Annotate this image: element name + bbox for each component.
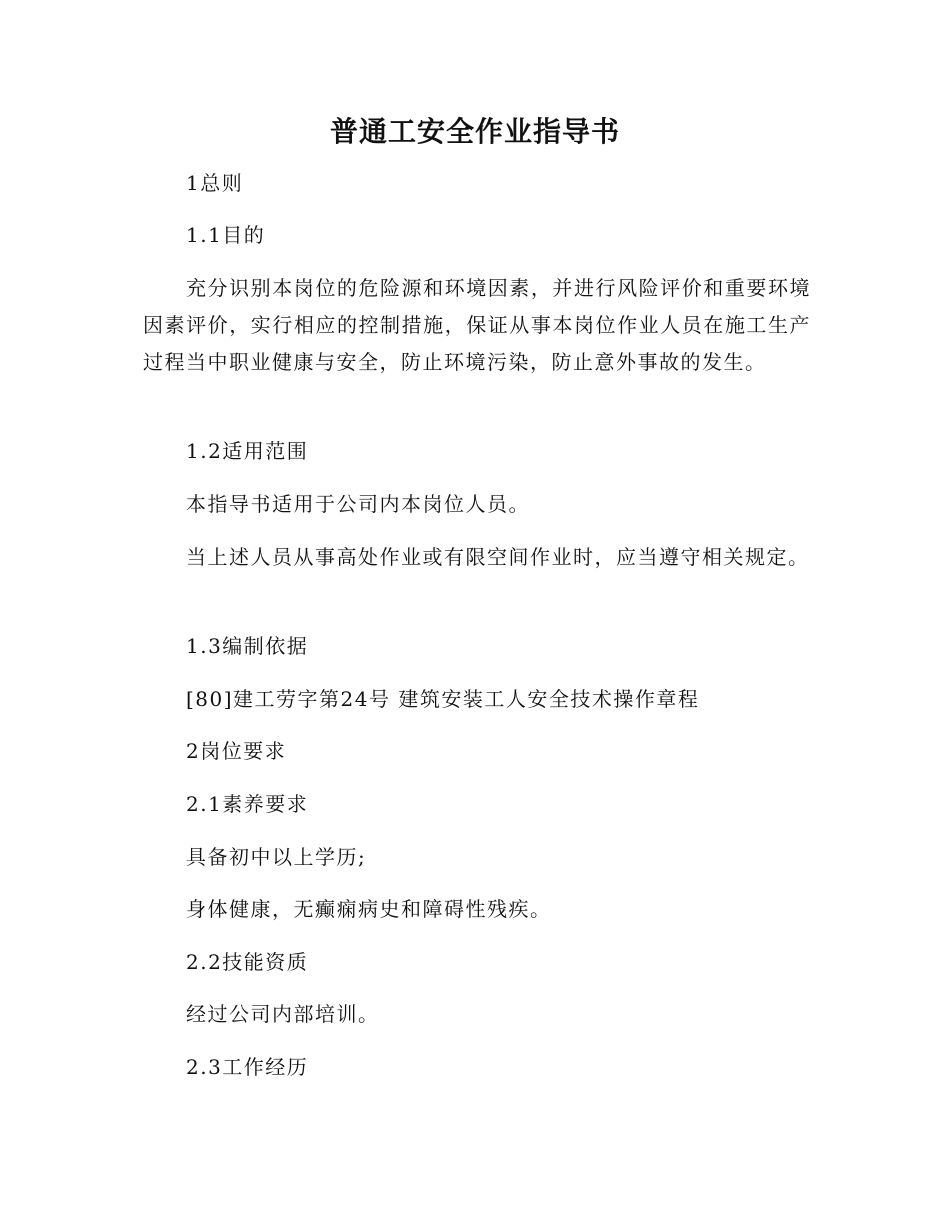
section-heading-2-1: 2.1素养要求	[186, 792, 309, 816]
skill-paragraph: 经过公司内部培训。	[186, 1002, 380, 1026]
section-heading-1-3: 1.3编制依据	[186, 634, 309, 658]
section-heading-2: 2岗位要求	[186, 739, 287, 763]
section-heading-1: 1总则	[186, 171, 244, 195]
section-heading-2-2: 2.2技能资质	[186, 950, 309, 974]
basis-paragraph: [80]建工劳字第24号 建筑安装工人安全技术操作章程	[186, 687, 700, 711]
section-heading-1-2: 1.2适用范围	[186, 439, 309, 463]
quality-paragraph-2: 身体健康，无癫痫病史和障碍性残疾。	[186, 897, 552, 921]
section-heading-1-1: 1.1目的	[186, 223, 266, 247]
scope-paragraph-1: 本指导书适用于公司内本岗位人员。	[186, 492, 530, 516]
purpose-paragraph: 充分识别本岗位的危险源和环境因素，并进行风险评价和重要环境因素评价，实行相应的控制措施，保证从事本岗位作业人员在施工生产过程当中职业健康与安全，防止环境污染，防止意外事故的发生。	[143, 276, 811, 374]
quality-paragraph-1: 具备初中以上学历;	[186, 845, 367, 869]
document-title: 普通工安全作业指导书	[329, 115, 620, 148]
scope-paragraph-2: 当上述人员从事高处作业或有限空间作业时，应当遵守相关规定。	[186, 545, 810, 569]
section-heading-2-3: 2.3工作经历	[186, 1055, 309, 1079]
